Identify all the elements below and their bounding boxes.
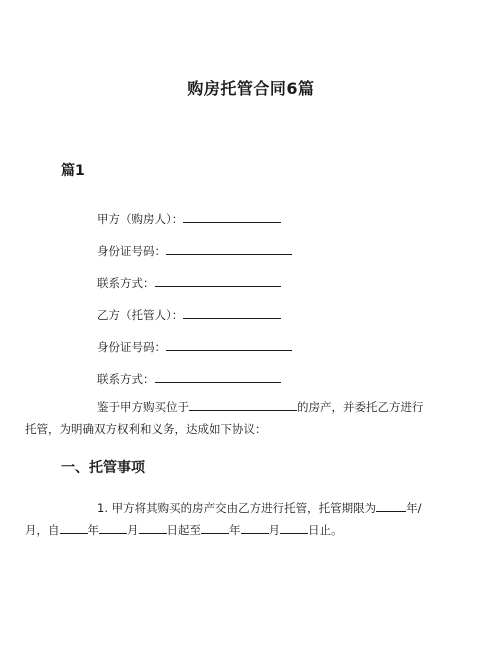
clause-text: 月 [127,523,139,537]
end-year-blank[interactable] [201,522,229,534]
property-location-blank[interactable] [189,399,297,411]
clause-text: 日止。 [308,523,343,537]
fill-blank[interactable] [166,339,292,351]
fill-blank[interactable] [155,371,281,383]
clause-text: 月 [268,523,280,537]
preamble-paragraph [25,396,441,440]
field-label: 身份证号码： [97,340,166,354]
preamble-text: 托管，为明确双方权利和义务，达成如下协议： [25,422,267,436]
field-label: 身份证号码： [97,244,166,258]
party-b-contact-field [97,371,281,386]
fill-blank[interactable] [183,211,281,223]
field-label: 联系方式： [97,372,155,386]
preamble-text: 的房产，并委托乙方进行 [297,400,424,414]
party-a-name-field [97,211,281,226]
document-title: 购房托管合同6篇 [187,79,315,98]
end-month-blank[interactable] [241,522,269,534]
fill-blank[interactable] [155,275,281,287]
field-label: 联系方式： [97,276,155,290]
party-a-contact-field [97,275,281,290]
end-day-blank[interactable] [280,522,308,534]
field-label: 乙方（托管人）： [97,308,184,322]
clause-text: 日起至 [166,523,201,537]
field-label: 甲方（购房人）： [97,212,184,226]
clause-text: 年 [87,523,99,537]
party-a-id-field [97,243,292,258]
preamble-text: 鉴于甲方购买位于 [97,400,189,414]
party-b-id-field [97,339,292,354]
start-year-blank[interactable] [60,522,88,534]
clause-text: 年/ [406,501,422,515]
party-b-name-field [97,307,281,322]
term-blank[interactable] [376,500,406,512]
fill-blank[interactable] [183,307,281,319]
part-heading: 篇1 [61,163,85,179]
clause-paragraph [25,497,441,541]
section-heading: 一、托管事项 [61,460,145,476]
start-day-blank[interactable] [139,522,167,534]
clause-text: 月，自 [25,523,60,537]
start-month-blank[interactable] [99,522,127,534]
clause-text: 1. 甲方将其购买的房产交由乙方进行托管，托管期限为 [97,501,377,515]
clause-text: 年 [229,523,241,537]
fill-blank[interactable] [166,243,292,255]
